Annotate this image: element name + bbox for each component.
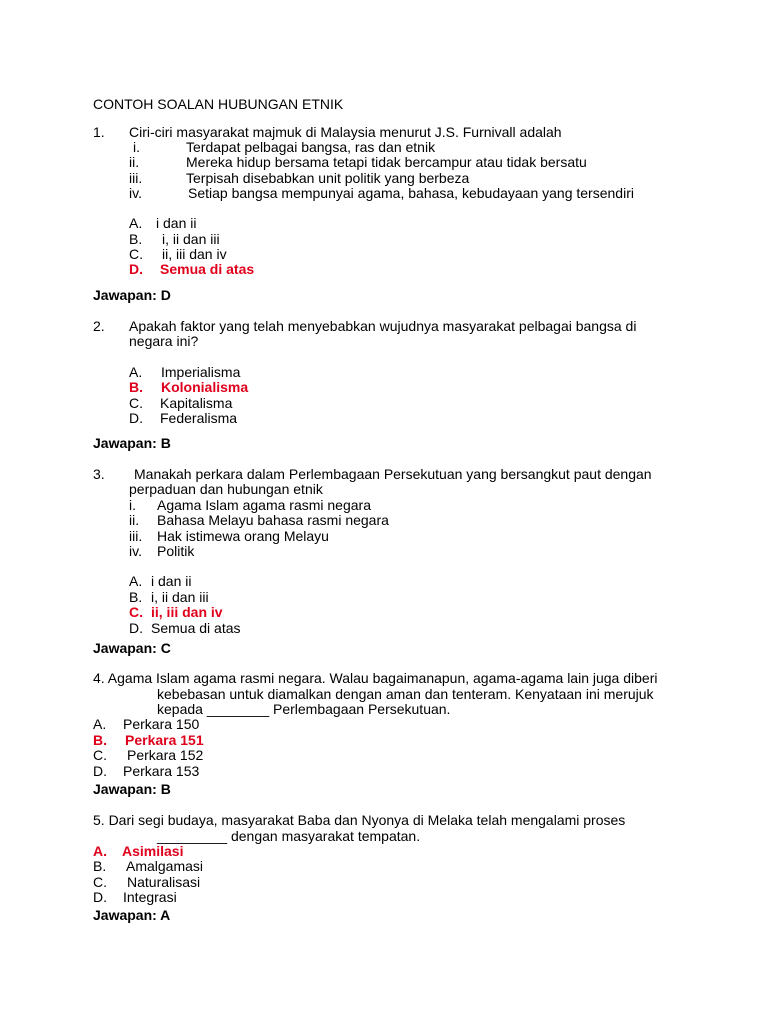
answer-label: Jawapan: B — [93, 435, 171, 451]
statement-roman: i. — [129, 497, 136, 513]
option-letter: B. — [129, 231, 143, 247]
option-text-correct: Perkara 151 — [125, 732, 204, 748]
option-letter: A. — [129, 215, 143, 231]
option-letter: C. — [93, 874, 107, 890]
page-title: CONTOH SOALAN HUBUNGAN ETNIK — [93, 96, 344, 112]
answer-label: Jawapan: D — [93, 287, 171, 303]
question-text-continued: negara ini? — [129, 333, 199, 349]
option-text: i, ii dan iii — [151, 589, 209, 605]
option-letter: A. — [93, 716, 107, 732]
option-letter-correct: B. — [129, 379, 143, 395]
option-letter-correct: A. — [93, 843, 107, 859]
question-number: 2. — [93, 318, 105, 334]
question-text-continued: perpaduan dan hubungan etnik — [129, 481, 323, 497]
question-text-continued: kepada ________ Perlembagaan Persekutuan. — [157, 701, 451, 717]
statement-roman: iii. — [129, 528, 143, 544]
option-text: Perkara 150 — [123, 716, 200, 732]
question-text: 5. Dari segi budaya, masyarakat Baba dan Nyonya di Melaka telah mengalami proses — [93, 812, 626, 828]
option-letter-correct: B. — [93, 732, 107, 748]
option-letter-correct: C. — [129, 604, 143, 620]
option-text-correct: ii, iii dan iv — [151, 604, 223, 620]
option-text: Perkara 152 — [127, 747, 204, 763]
option-text: i dan ii — [151, 573, 192, 589]
option-text: Imperialisma — [161, 364, 241, 380]
option-text: Semua di atas — [151, 620, 241, 636]
question-text-continued: kebebasan untuk diamalkan dengan aman dan tenteram. Kenyataan ini merujuk — [157, 686, 654, 702]
option-letter-correct: D. — [129, 261, 143, 277]
option-text-correct: Kolonialisma — [161, 379, 249, 395]
option-text: i dan ii — [156, 215, 197, 231]
statement-roman: iv. — [129, 543, 142, 559]
option-letter: D. — [129, 620, 143, 636]
question-number: 1. — [93, 124, 105, 140]
statement-roman: ii. — [129, 512, 140, 528]
statement-roman: ii. — [129, 154, 140, 170]
option-text: Perkara 153 — [123, 763, 200, 779]
statement-text: Bahasa Melayu bahasa rasmi negara — [157, 512, 389, 528]
option-text-correct: Semua di atas — [160, 261, 255, 277]
statement-text: Terdapat pelbagai bangsa, ras dan etnik — [186, 139, 436, 155]
question-text: Apakah faktor yang telah menyebabkan wujudnya masyarakat pelbagai bangsa di — [129, 318, 637, 334]
statement-text: Setiap bangsa mempunyai agama, bahasa, kebudayaan yang tersendiri — [188, 185, 634, 201]
option-letter: A. — [129, 573, 143, 589]
question-number: 3. — [93, 466, 105, 482]
statement-text: Politik — [157, 543, 195, 559]
statement-text: Agama Islam agama rasmi negara — [157, 497, 371, 513]
option-text: Naturalisasi — [127, 874, 201, 890]
option-letter: C. — [129, 246, 143, 262]
option-text-correct: Asimilasi — [122, 843, 184, 859]
option-letter: C. — [93, 747, 107, 763]
option-text: ii, iii dan iv — [162, 246, 227, 262]
option-letter: A. — [129, 364, 143, 380]
answer-label: Jawapan: A — [93, 907, 171, 923]
option-letter: B. — [129, 589, 143, 605]
option-letter: B. — [93, 858, 107, 874]
answer-label: Jawapan: C — [93, 640, 171, 656]
option-letter: C. — [129, 395, 143, 411]
statement-roman: iv. — [129, 185, 142, 201]
option-text: Kapitalisma — [160, 395, 233, 411]
statement-text: Terpisah disebabkan unit politik yang berbeza — [186, 170, 470, 186]
statement-roman: iii. — [129, 170, 143, 186]
statement-roman: i. — [133, 139, 140, 155]
option-letter: D. — [93, 763, 107, 779]
question-text: 4. Agama Islam agama rasmi negara. Walau bagaimanapun, agama-agama lain juga diberi — [93, 670, 658, 686]
option-letter: D. — [93, 889, 107, 905]
question-text: Ciri-ciri masyarakat majmuk di Malaysia menurut J.S. Furnivall adalah — [129, 124, 562, 140]
option-text: Integrasi — [123, 889, 177, 905]
question-text-continued: _________ dengan masyarakat tempatan. — [157, 828, 421, 844]
option-text: i, ii dan iii — [162, 231, 220, 247]
question-text: Manakah perkara dalam Perlembagaan Persekutuan yang bersangkut paut dengan — [134, 466, 652, 482]
statement-text: Mereka hidup bersama tetapi tidak bercampur atau tidak bersatu — [186, 154, 587, 170]
answer-label: Jawapan: B — [93, 781, 171, 797]
statement-text: Hak istimewa orang Melayu — [157, 528, 329, 544]
option-text: Amalgamasi — [126, 858, 204, 874]
option-letter: D. — [129, 410, 143, 426]
option-text: Federalisma — [160, 410, 238, 426]
